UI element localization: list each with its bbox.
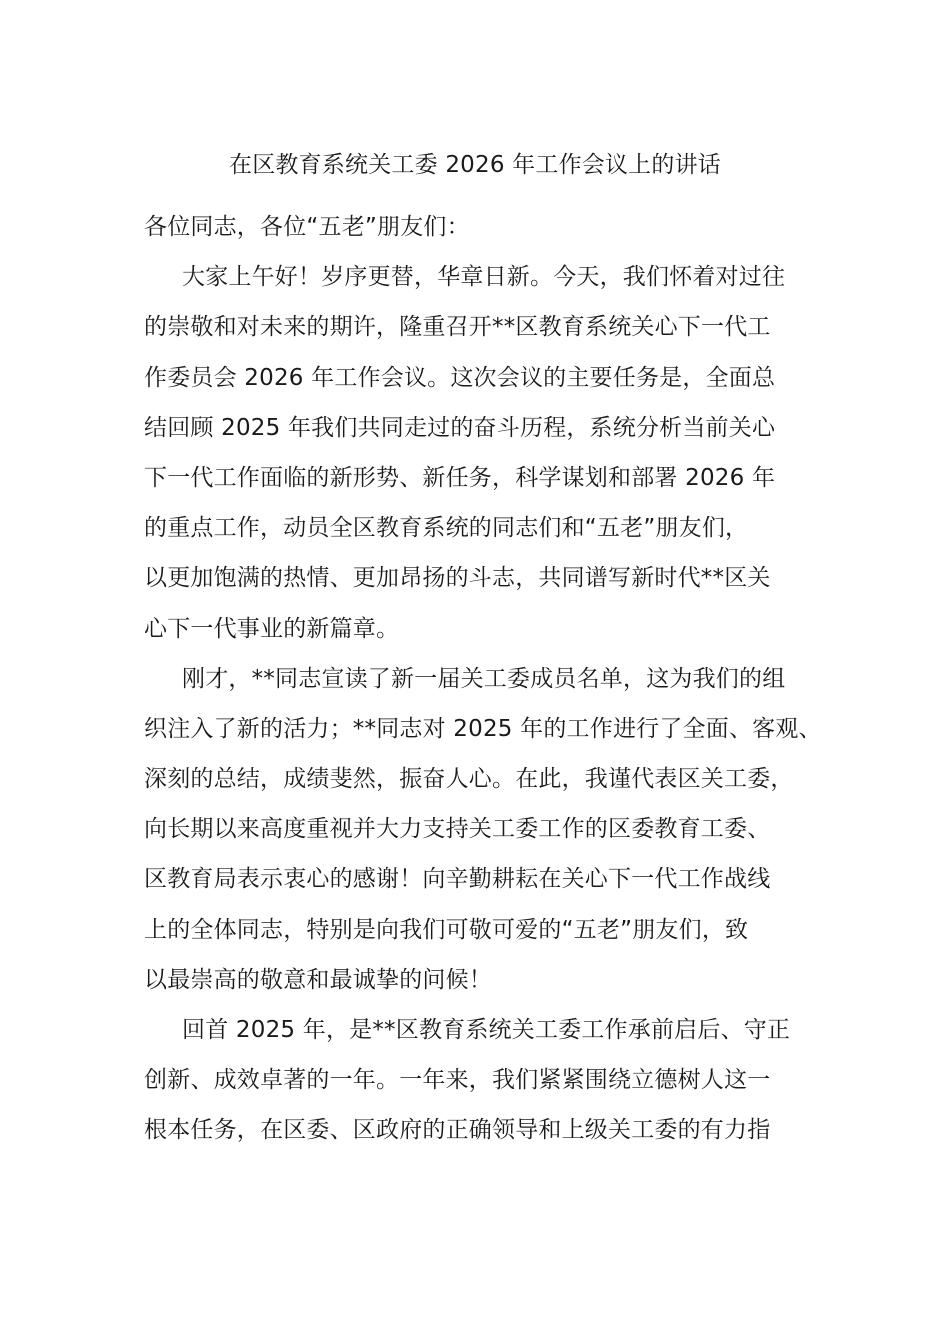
document-body	[144, 205, 834, 1159]
paragraph-1	[144, 255, 834, 657]
paragraph-line: 创新、成效卓著的一年。一年来，我们紧紧围绕立德树人这一	[144, 1067, 771, 1094]
paragraph-line: 的崇敬和对未来的期许，隆重召开**区教育系统关心下一代工	[144, 314, 771, 341]
paragraph-line: 以最崇高的敬意和最诚挚的问候！	[144, 966, 492, 993]
paragraph-line: 作委员会 2026 年工作会议。这次会议的主要任务是，全面总	[144, 364, 776, 391]
paragraph-line: 刚才，**同志宣读了新一届关工委成员名单，这为我们的组	[182, 665, 786, 692]
paragraph-line: 上的全体同志，特别是向我们可敬可爱的“五老”朋友们，致	[144, 916, 749, 943]
paragraph-line: 根本任务，在区委、区政府的正确领导和上级关工委的有力指	[144, 1117, 771, 1144]
paragraph-line: 下一代工作面临的新形势、新任务，科学谋划和部署 2026 年	[144, 464, 776, 491]
paragraph-line: 深刻的总结，成绩斐然，振奋人心。在此，我谨代表区关工委，	[144, 766, 794, 793]
paragraph-line: 向长期以来高度重视并大力支持关工委工作的区委教育工委、	[144, 816, 771, 843]
paragraph-line: 以更加饱满的热情、更加昂扬的斗志，共同谱写新时代**区关	[144, 565, 771, 592]
paragraph-line: 心下一代事业的新篇章。	[144, 615, 400, 642]
paragraph-line: 回首 2025 年，是**区教育系统关工委工作承前启后、守正	[182, 1017, 791, 1043]
paragraph-3	[144, 1008, 834, 1159]
salutation: 各位同志，各位“五老”朋友们：	[144, 214, 470, 240]
paragraph-line: 的重点工作，动员全区教育系统的同志们和“五老”朋友们，	[144, 515, 749, 542]
paragraph-line: 大家上午好！岁序更替，华章日新。今天，我们怀着对过往	[182, 264, 786, 291]
paragraph-line: 织注入了新的活力；**同志对 2025 年的工作进行了全面、客观、	[144, 715, 822, 742]
paragraph-line: 区教育局表示衷心的感谢！向辛勤耕耘在关心下一代工作战线	[144, 866, 771, 893]
paragraph-2	[144, 657, 834, 1008]
document-title: 在区教育系统关工委 2026 年工作会议上的讲话	[229, 152, 721, 178]
paragraph-line: 结回顾 2025 年我们共同走过的奋斗历程，系统分析当前关心	[144, 414, 776, 441]
